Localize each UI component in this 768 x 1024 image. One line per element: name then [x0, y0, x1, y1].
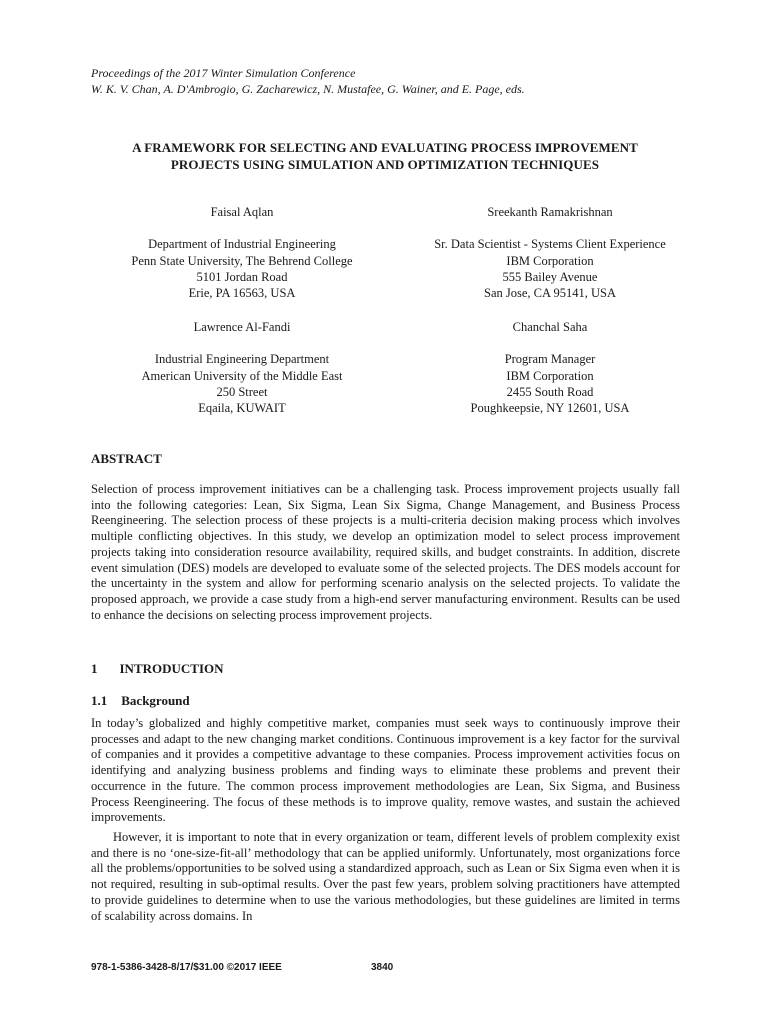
- affiliation-line: 555 Bailey Avenue: [502, 269, 598, 284]
- abstract-heading: ABSTRACT: [91, 451, 162, 466]
- affiliation-line: Erie, PA 16563, USA: [188, 286, 296, 301]
- subsection-title: Background: [121, 693, 190, 708]
- affiliation-line: Program Manager: [504, 352, 596, 367]
- subsection-1-1-heading: [91, 693, 190, 709]
- author-block-4: [400, 319, 700, 416]
- affiliation-line: Eqaila, KUWAIT: [198, 401, 286, 416]
- affiliation-line: Penn State University, The Behrend College: [131, 253, 353, 268]
- author-block-2: [400, 204, 700, 301]
- proceedings-header: [91, 65, 525, 97]
- affiliation-line: American University of the Middle East: [141, 368, 343, 383]
- paper-title-line-1: A FRAMEWORK FOR SELECTING AND EVALUATING PROCESS IMPROVEMENT: [132, 140, 638, 155]
- affiliation-line: San Jose, CA 95141, USA: [484, 286, 616, 301]
- affiliation-line: Sr. Data Scientist - Systems Client Experience: [434, 237, 666, 252]
- paper-title: [90, 139, 680, 173]
- abstract-text: Selection of process improvement initiatives can be a challenging task. Process improvement projects usually fall into the following categories: Lean, Six Sigma, Lean Six Sigma, Change Management, and Business Process Reengineering. The selection process of these projects is a multi-criteria decision making process which involves multiple conflicting objectives. In this study, we develop an optimization model to select process improvement projects taking into consideration resource availability, required skills, and budget constraints. In addition, discrete event simulation (DES) models are developed to evaluate some of the selected projects. The DES models account for the uncertainty in the system and allow for performing scenario analysis on the selected projects. To validate the proposed approach, we provide a case study from a high-end server manufacturing environment. Results can be used to enhance the decisions on selecting process improvement projects.: [91, 482, 680, 622]
- author-name: Chanchal Saha: [512, 320, 588, 334]
- section-number: 1: [91, 661, 98, 676]
- paper-title-line-2: PROJECTS USING SIMULATION AND OPTIMIZATION TECHNIQUES: [170, 157, 600, 172]
- affiliation-line: 250 Street: [216, 384, 268, 399]
- author-name: Sreekanth Ramakrishnan: [487, 205, 613, 219]
- affiliation-line: Industrial Engineering Department: [154, 352, 330, 367]
- footer-isbn: 978-1-5386-3428-8/17/$31.00 ©2017 IEEE: [91, 962, 282, 973]
- section-1-heading: [91, 661, 224, 677]
- author-name: Lawrence Al-Fandi: [193, 320, 291, 334]
- background-paragraph-2: However, it is important to note that in every organization or team, different levels of problem complexity exist and there is no ‘one-size-fit-all’ methodology that can be applied uniformly. Unfortunately, most organizations force all the problems/opportunities to be solved using a standardized approach, such as Lean or Six Sigma even when it is not required, resulting in sub-optimal results. Over the past few years, problem solving practitioners have attempted to provide guidelines to determine when to use the various methodologies, but these guidelines are limited in terms of scalability across domains. In: [91, 830, 680, 923]
- affiliation-line: 2455 South Road: [506, 384, 594, 399]
- subsection-number: 1.1: [91, 693, 108, 708]
- section-title: INTRODUCTION: [119, 661, 224, 676]
- author-block-1: [92, 204, 392, 301]
- page-number: 3840: [371, 962, 394, 973]
- affiliation-line: 5101 Jordan Road: [196, 269, 288, 284]
- affiliation-line: Department of Industrial Engineering: [148, 237, 336, 252]
- background-paragraph-1: In today’s globalized and highly competitive market, companies must seek ways to continuously improve their processes and adapt to the new changing market conditions. Continuous improvement is a key factor for the survival of companies and it provides a competitive advantage to these companies. Process improvement activities focus on identifying and analyzing business problems and finding ways to eliminate these problems and prevent their occurrence in the future. The common process improvement methodologies are Lean, Six Sigma, and Business Process Reengineering. The focus of these methods is to improve quality, remove wastes, and sustain the achieved improvements.: [91, 716, 680, 825]
- affiliation-line: Poughkeepsie, NY 12601, USA: [470, 401, 630, 416]
- proceedings-title: Proceedings of the 2017 Winter Simulation Conference: [91, 66, 356, 80]
- affiliation-line: IBM Corporation: [506, 253, 594, 268]
- author-name: Faisal Aqlan: [210, 205, 274, 219]
- author-block-3: [92, 319, 392, 416]
- affiliation-line: IBM Corporation: [506, 368, 594, 383]
- editors-line: W. K. V. Chan, A. D'Ambrogio, G. Zacharewicz, N. Mustafee, G. Wainer, and E. Page, eds.: [91, 82, 525, 96]
